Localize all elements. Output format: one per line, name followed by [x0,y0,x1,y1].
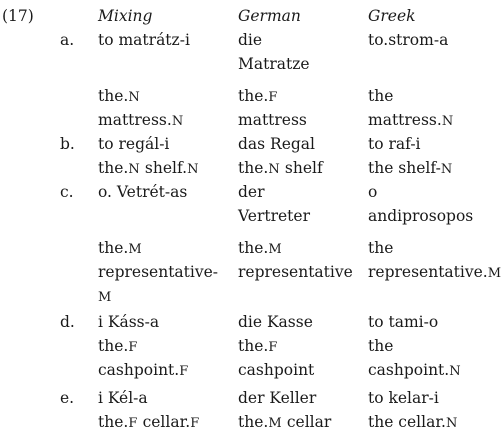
gloss-mixing: o. Vetrét-as [98,183,188,201]
header-german: German [238,7,301,25]
gloss-mixing: to regál-i the.N shelf.N [98,135,199,177]
translation-mixing: the.M representative- M [98,239,219,305]
row-letter: b. [60,135,75,153]
gloss-german: das Regal the.N shelf [238,135,323,177]
gloss-german [238,28,348,76]
translation-greek: the representative.M [368,239,502,281]
gloss-greek: to raf-i the shelf-N [368,135,453,177]
gloss-greek: to kelar-i the cellar.N [368,389,458,431]
example-number: (17) [2,7,34,25]
row-letter: e. [60,389,75,407]
gloss-greek: to tami-o the cashpoint.N [368,313,461,379]
row-letter: c. [60,183,74,201]
gloss-german-word: die [238,31,263,49]
gloss-german: der Keller the.M cellar [238,389,332,431]
header-greek: Greek [368,7,416,25]
linguistic-example: (17) Mixing German Greek a. to matrátz-i die Matratze to.strom-a the.N mattress.N the.F mattress the mattress.N b. to regál-i the.N shelf.N das Regal the.N shelf to raf-i the shelf-N c. o. Vetrét-as der o Vertreter andiprosopos the.M representative- M the.M representative the representative.M d. i Káss-a the.F cashpoint.F die Kasse the.F cashpoint to tami-o the cashpoint.N e. i Kél-a the.F cellar.F der Keller the.M cellar to kelar-i the cellar.N [0,0,502,435]
gloss-german-word: Matratze [238,55,310,73]
gloss-greek: o [368,183,378,201]
gloss-greek: to.strom-a [368,31,449,49]
row-letter: a. [60,31,75,49]
row-letter: d. [60,313,75,331]
gloss-mixing: to matrátz-i [98,31,190,49]
gloss-german: die Kasse the.F cashpoint [238,313,315,379]
translation-mixing: the.N mattress.N [98,87,184,129]
translation-german: the.F mattress [238,87,307,129]
translation-german: the.M representative [238,239,353,281]
gloss-mixing: i Kél-a the.F cellar.F [98,389,200,431]
translation-greek: the mattress.N [368,87,454,129]
header-mixing: Mixing [98,7,153,25]
gloss-mixing: i Káss-a the.F cashpoint.F [98,313,189,379]
gloss-german: der [238,183,265,201]
